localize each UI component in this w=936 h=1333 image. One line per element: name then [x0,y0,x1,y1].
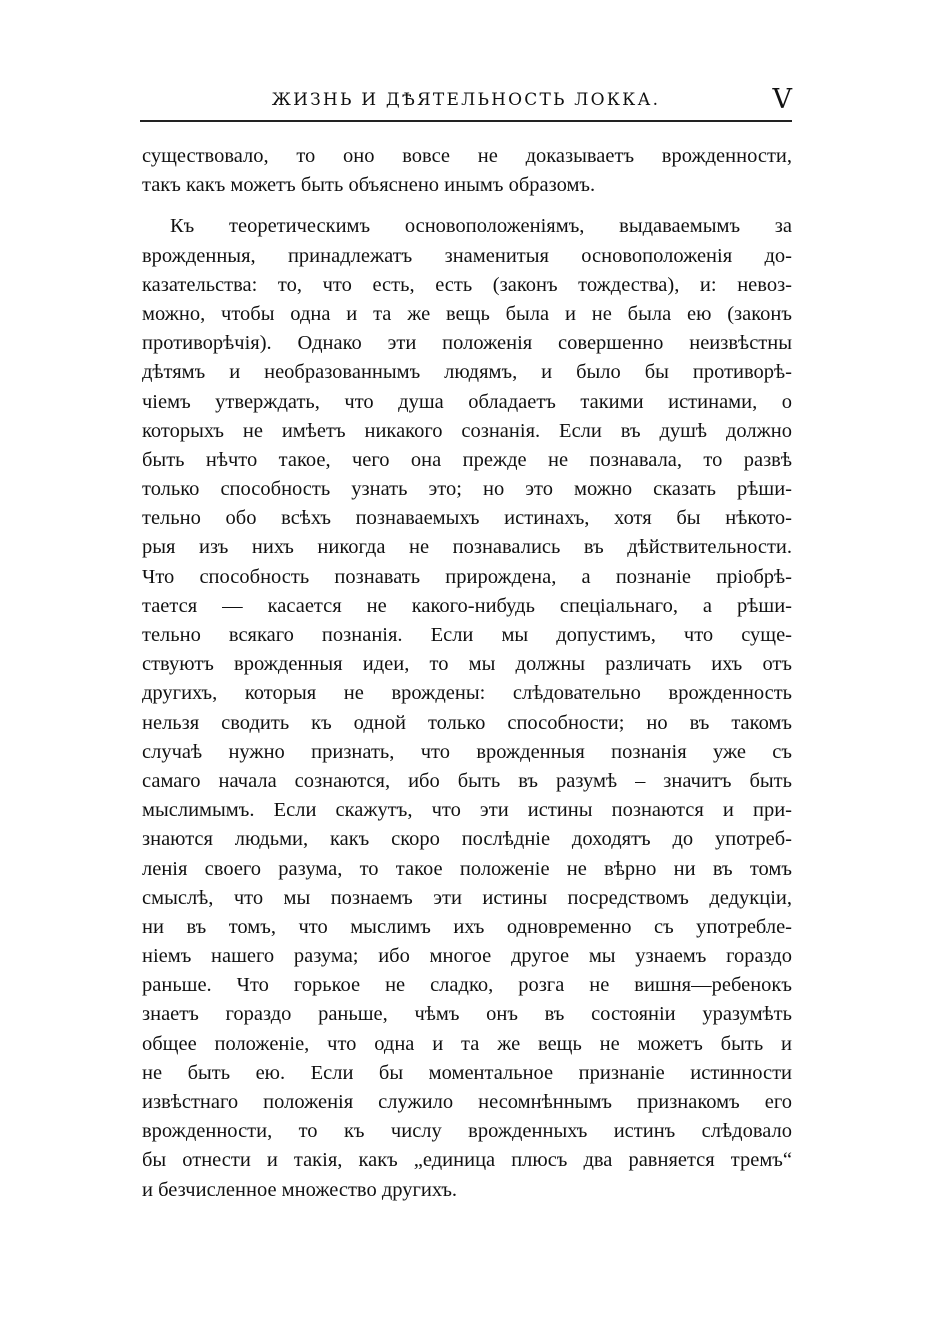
text-line: бы отнести и такія, какъ „единица плюсъ два равняется тремъ“ [142,1149,792,1172]
text-line: случаѣ нужно признать, что врожденныя познанія уже съ [142,740,792,763]
text-line: другихъ, которыя не врождены: слѣдовательно врожденность [142,682,792,705]
text-line: можно, чтобы одна и та же вещь была и не была ею (законъ [142,302,792,325]
text-line: раньше. Что горькое не сладко, розга не вишня—ребенокъ [142,974,792,997]
text-line: тается — касается не какого-нибудь спеціальнаго, а рѣши- [142,594,792,617]
page-number: V [772,84,792,115]
text-line: нельзя сводить къ одной только способности; но въ такомъ [142,711,792,734]
text-line: быть нѣчто такое, чего она прежде не познавала, то развѣ [142,448,792,471]
text-line: казательства: то, что есть, есть (законъ тождества), и: невоз- [142,273,792,296]
text-line: врожденныя, принадлежатъ знаменитыя основоположенія до- [142,244,792,267]
text-line: чіемъ утверждать, что душа обладаетъ такими истинами, о [142,390,792,413]
paragraph [142,212,792,1204]
text-line: только способность узнать это; но это можно сказать рѣши- [142,478,792,501]
running-title: ЖИЗНЬ И ДѢЯТЕЛЬНОСТЬ ЛОККА. [271,90,661,110]
text-line: ніемъ нашего разума; ибо многое другое мы узнаемъ гораздо [142,945,792,968]
text-line: мыслимымъ. Если скажутъ, что эти истины познаются и при- [142,799,792,822]
text-line: Къ теоретическимъ основоположеніямъ, выдаваемымъ за [170,215,792,238]
text-line: ствуютъ врожденныя идеи, то мы должны различать ихъ отъ [142,653,792,676]
text-line: врожденности, то къ числу врожденныхъ истинъ слѣдовало [142,1120,792,1143]
text-line: знаются людьми, какъ скоро послѣдніе доходятъ до употреб- [142,828,792,851]
text-line: общее положеніе, что одна и та же вещь не можетъ быть и [142,1032,792,1055]
body-text [142,142,792,1205]
text-line: тельно всякаго познанія. Если мы допустимъ, что суще- [142,624,792,646]
text-line: не быть ею. Если бы моментальное признаніе истинности [142,1061,792,1084]
text-line: самаго начала сознаются, ибо быть въ разумѣ – значитъ быть [142,769,792,792]
text-line: дѣтямъ и необразованнымъ людямъ, и было бы противорѣ- [142,361,792,384]
running-head [140,84,792,122]
text-line: смыслѣ, что мы познаемъ эти истины посредствомъ дедукціи, [142,886,792,909]
text-line: знаетъ гораздо раньше, чѣмъ онъ въ состояніи уразумѣть [142,1003,792,1026]
text-line: тельно обо всѣхъ познаваемыхъ истинахъ, хотя бы нѣкото- [142,507,792,530]
text-line: ни въ томъ, что мыслимъ ихъ одновременно съ употребле- [142,915,792,938]
text-line: рыя изъ нихъ никогда не познавались въ дѣйствительности. [142,536,792,559]
text-line: противорѣчія). Однако эти положенія совершенно неизвѣстны [142,332,792,355]
text-line: и безчисленное множество другихъ. [142,1178,458,1201]
text-line: такъ какъ можетъ быть объяснено инымъ образомъ. [142,174,596,197]
text-line: которыхъ не имѣетъ никакого сознанія. Если въ душѣ должно [142,419,792,442]
text-line: существовало, то оно вовсе не доказываетъ врожденности, [142,145,792,167]
paragraph [142,142,792,200]
text-line: Что способность познавать прирождена, а познаніе пріобрѣ- [142,565,792,588]
text-line: ленія своего разума, то такое положеніе не вѣрно ни въ томъ [142,857,792,880]
text-line: извѣстнаго положенія служило несомнѣннымъ признакомъ его [142,1091,792,1113]
